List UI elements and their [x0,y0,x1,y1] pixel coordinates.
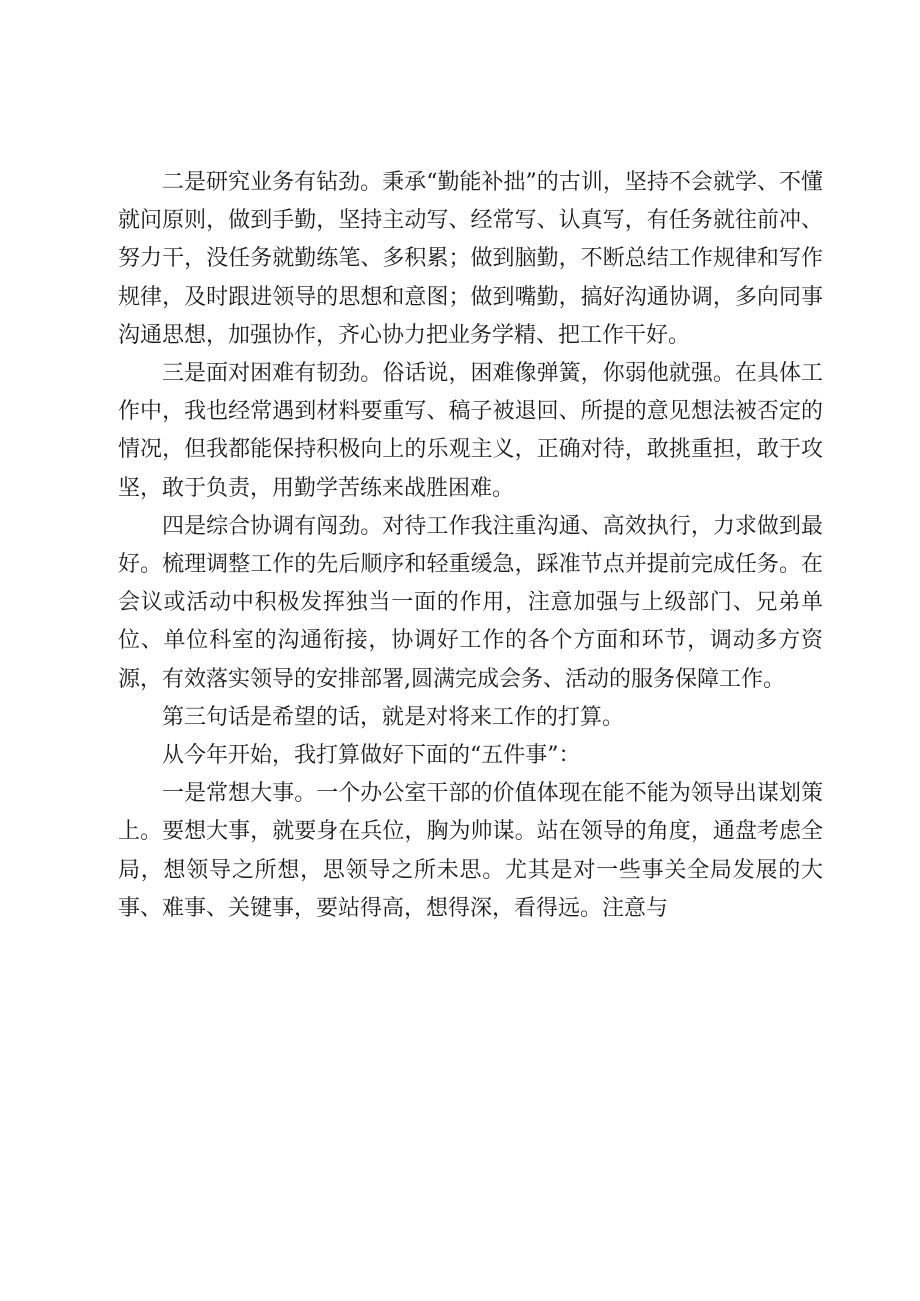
paragraph-third-sentence: 第三句话是希望的话，就是对将来工作的打算。 [162,704,625,730]
paragraph-think-big: 一是常想大事。一个办公室干部的价值体现在能不能为领导出谋划策上。要想大事，就要身在兵位，胸为帅谋。站在领导的角度，通盘考虑全局，想领导之所想，思领导之所未思。尤其是对一些事关全局发展的大事、难事、关键事，要站得高，想得深，看得远。注意与 [118,781,823,921]
document-body [118,164,823,928]
paragraph-facing-difficulties: 三是面对困难有韧劲。俗话说，困难像弹簧，你弱他就强。在具体工作中，我也经常遇到材料要重写、稿子被退回、所提的意见想法被否定的情况，但我都能保持积极向上的乐观主义，正确对待，敢挑重担，敢于攻坚，敢于负责，用勤学苦练来战胜困难。 [118,361,823,501]
paragraph-research-diligence: 二是研究业务有钻劲。秉承“勤能补拙”的古训，坚持不会就学、不懂就问原则，做到手勤，坚持主动写、经常写、认真写，有任务就往前冲、努力干，没任务就勤练笔、多积累；做到脑勤，不断总结工作规律和写作规律，及时跟进领导的思想和意图；做到嘴勤，搞好沟通协调，多向同事沟通思想，加强协作，齐心协力把业务学精、把工作干好。 [118,170,823,348]
paragraph-five-things-intro: 从今年开始，我打算做好下面的“五件事”： [162,743,581,769]
paragraph-coordination: 四是综合协调有闯劲。对待工作我注重沟通、高效执行，力求做到最好。梳理调整工作的先后顺序和轻重缓急，踩准节点并提前完成任务。在会议或活动中积极发挥独当一面的作用，注意加强与上级部门、兄弟单位、单位科室的沟通衔接，协调好工作的各个方面和环节，调动多方资源，有效落实领导的安排部署,圆满完成会务、活动的服务保障工作。 [118,513,823,692]
